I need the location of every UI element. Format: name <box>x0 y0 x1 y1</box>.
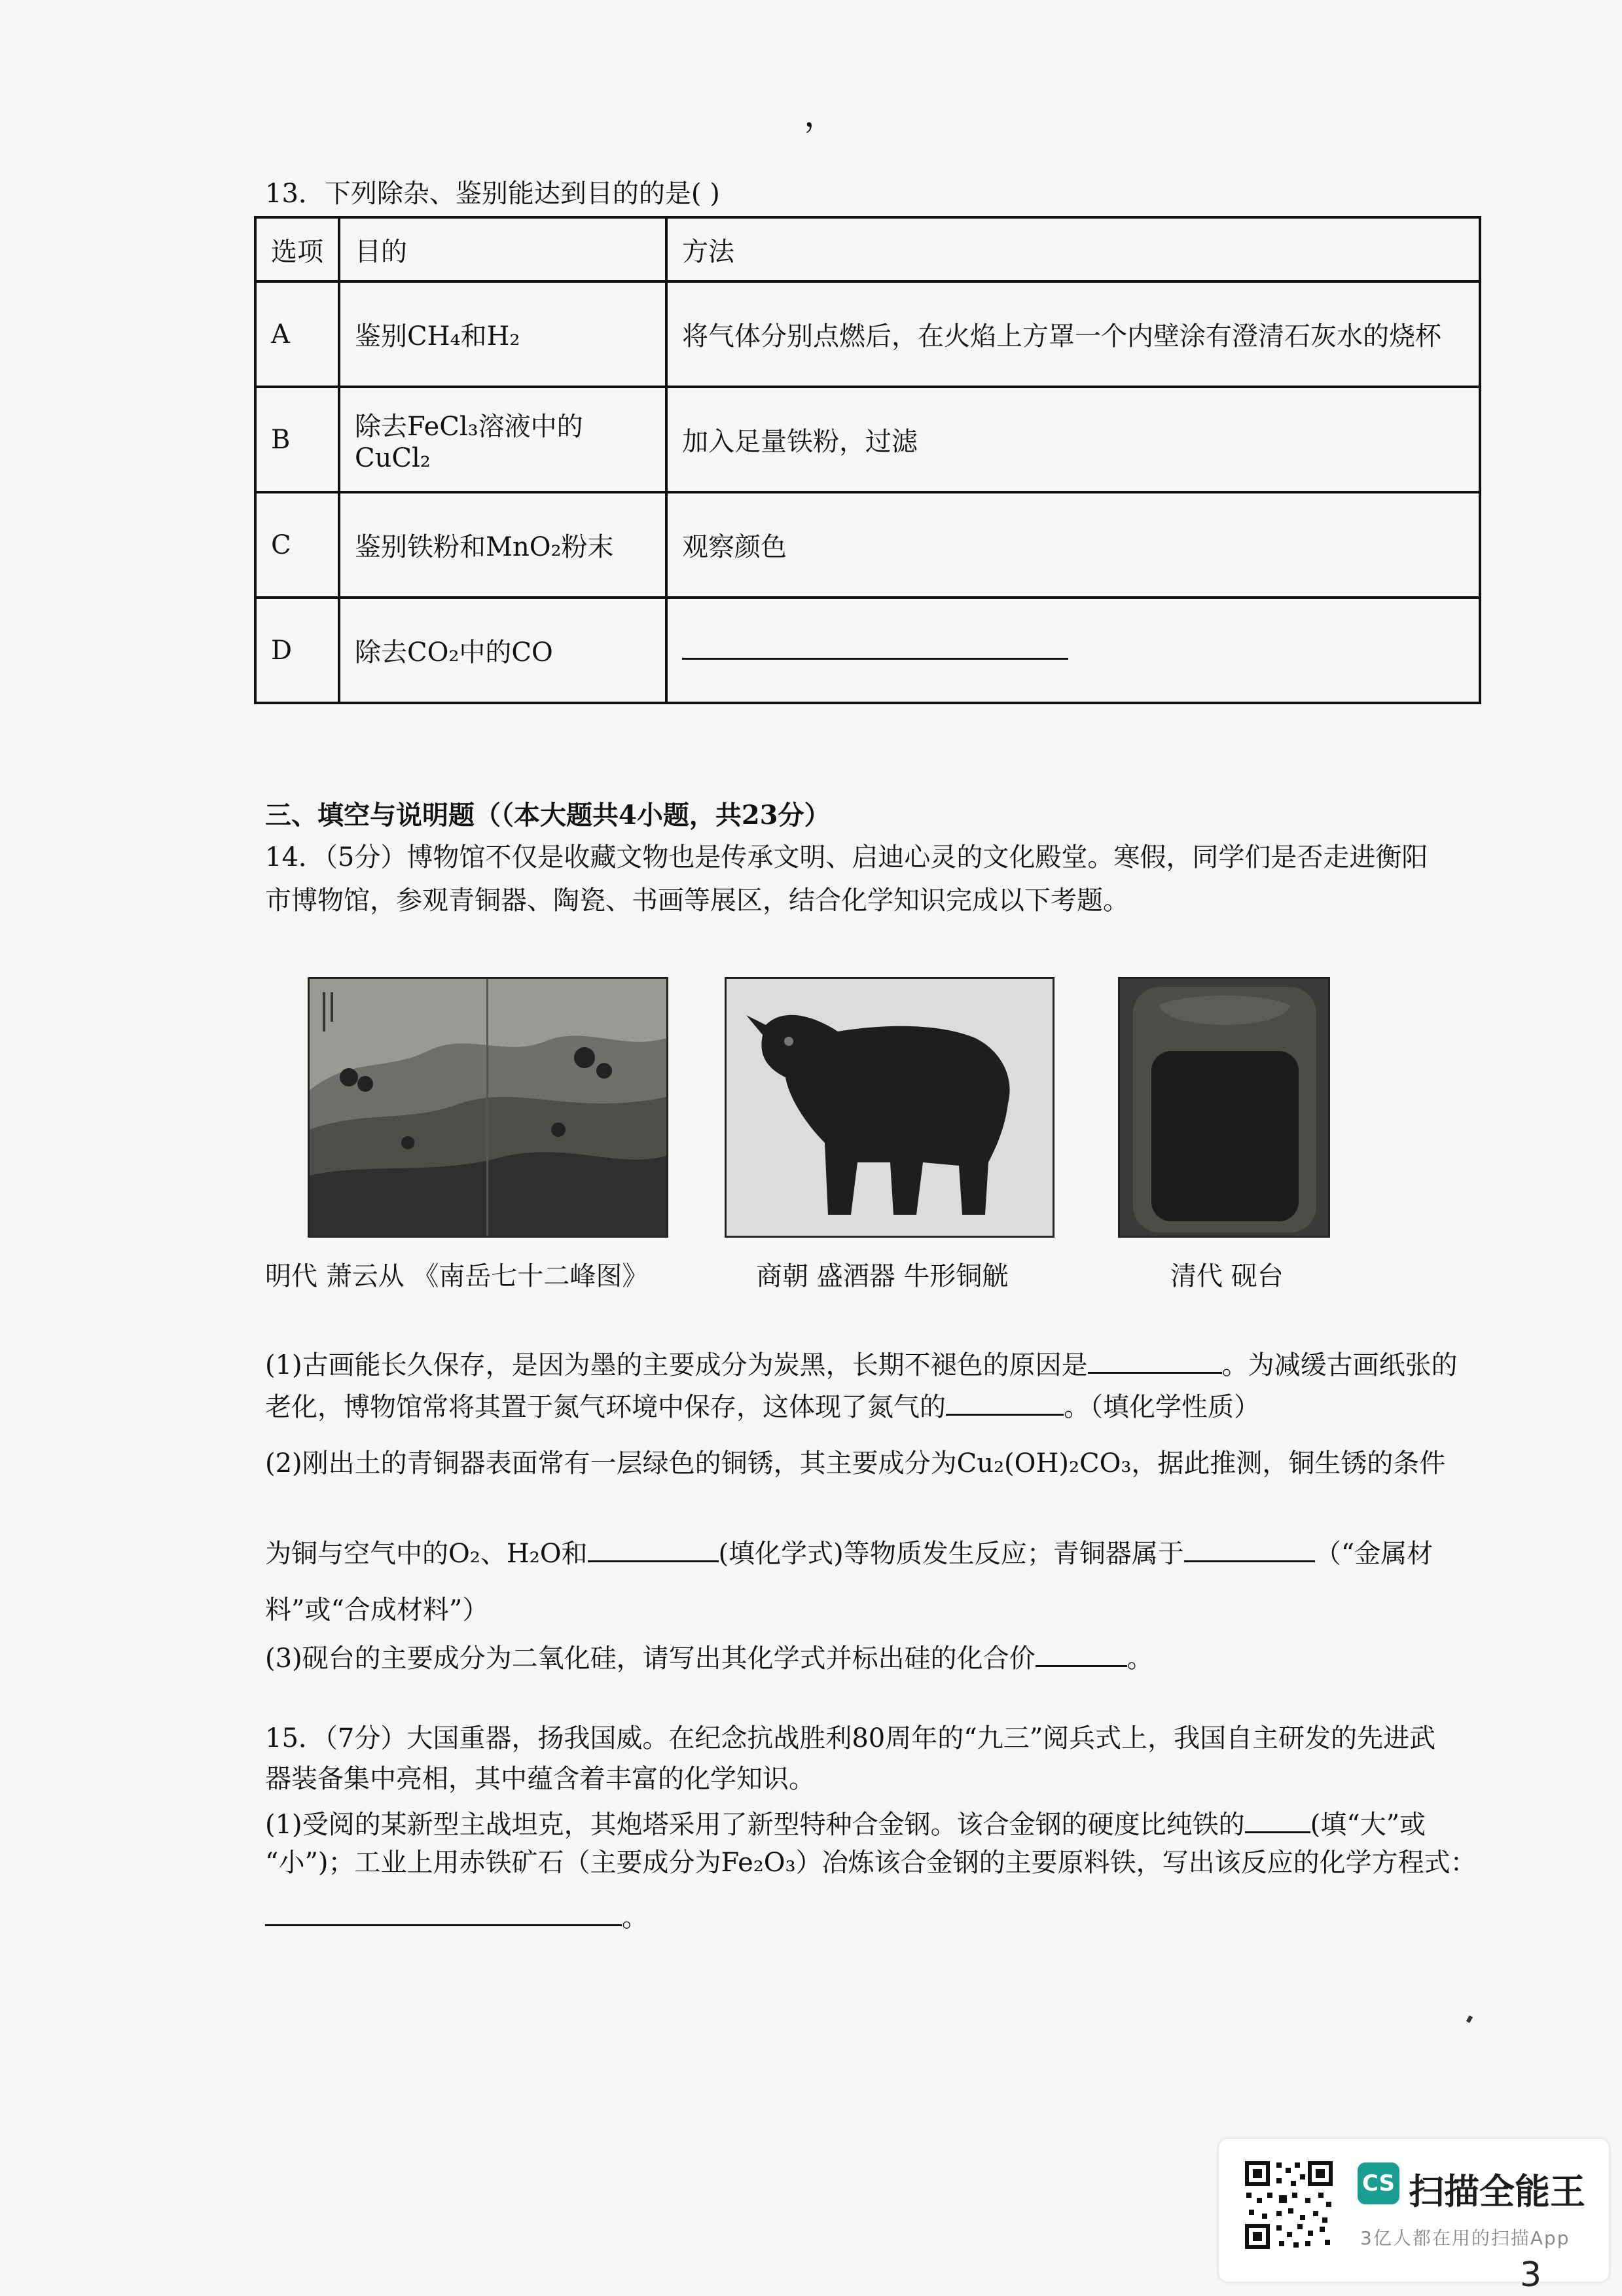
q14-intro-line1: 14．（5分）博物馆不仅是收藏文物也是传承文明、启迪心灵的文化殿堂。寒假，同学们是否走进衡阳 <box>265 842 1428 872</box>
table-row <box>255 598 1480 703</box>
q14-p2-text-c: （“金属材 <box>1314 1539 1433 1569</box>
q13-options-table <box>254 216 1481 704</box>
q15-part1-line2: “小”)；工业上用赤铁矿石（主要成分为Fe₂O₃）冶炼该合金钢的主要原料铁，写出该反应的化学方程式： <box>265 1848 1477 1878</box>
answer-blank <box>1036 1641 1127 1667</box>
q14-p2-text-a: 为铜与空气中的O₂、H₂O和 <box>265 1539 588 1569</box>
caption-bronze: 商朝 盛酒器 牛形铜觥 <box>756 1261 1009 1291</box>
q15-line1: 15．（7分）大国重器，扬我国威。在纪念抗战胜利80周年的“九三”阅兵式上，我国自主研发的先进武 <box>265 1723 1436 1753</box>
cs-logo-icon: CS <box>1358 2162 1399 2204</box>
answer-blank <box>1245 1808 1310 1833</box>
q14-p1-text-d: 。（填化学性质） <box>1064 1392 1260 1422</box>
q14-p2-text-b: (填化学式)等物质发生反应；青铜器属于 <box>718 1539 1184 1569</box>
option-method-blank <box>666 598 1480 703</box>
caption-painting: 明代 萧云从 《南岳七十二峰图》 <box>265 1261 649 1291</box>
header-method: 方法 <box>666 217 1480 281</box>
q14-part3 <box>265 1641 1153 1672</box>
option-method: 将气体分别点燃后，在火焰上方罩一个内壁涂有澄清石灰水的烧杯 <box>666 281 1480 387</box>
scanner-slogan: 3亿人都在用的扫描App <box>1360 2227 1570 2249</box>
option-label: A <box>255 281 339 387</box>
option-label: D <box>255 598 339 703</box>
q13-stem: 13．下列除杂、鉴别能达到目的的是( ) <box>265 179 720 209</box>
table-header-row <box>255 217 1480 281</box>
q14-p3-text-b: 。 <box>1126 1643 1153 1674</box>
answer-blank <box>1184 1537 1315 1562</box>
option-purpose: 除去CO₂中的CO <box>339 598 666 703</box>
option-label: B <box>255 387 339 492</box>
option-method: 加入足量铁粉，过滤 <box>666 387 1480 492</box>
scanner-watermark <box>1219 2139 1609 2282</box>
table-row <box>255 281 1480 387</box>
q14-intro-line2: 市博物馆，参观青铜器、陶瓷、书画等展区，结合化学知识完成以下考题。 <box>265 886 1129 916</box>
q14-part1-line1 <box>265 1348 1458 1378</box>
option-label: C <box>255 492 339 598</box>
answer-blank <box>265 1901 622 1926</box>
inkstone-image <box>1118 977 1330 1238</box>
option-purpose: 除去FeCl₃溶液中的CuCl₂ <box>339 387 666 492</box>
q14-p1-text-a: (1)古画能长久保存，是因为墨的主要成分为炭黑，长期不褪色的原因是 <box>265 1350 1088 1380</box>
option-purpose: 鉴别CH₄和H₂ <box>339 281 666 387</box>
q15-line2: 器装备集中亮相，其中蕴含着丰富的化学知识。 <box>265 1764 815 1794</box>
option-method: 观察颜色 <box>666 492 1480 598</box>
q14-p1-text-b: 。为减缓古画纸张的 <box>1221 1350 1458 1380</box>
scanner-brand: 扫描全能王 <box>1409 2171 1585 2212</box>
top-mark: ， <box>804 96 838 135</box>
qr-code-icon <box>1242 2159 1335 2251</box>
header-purpose: 目的 <box>339 217 666 281</box>
q14-part1-line2 <box>265 1390 1260 1420</box>
q15-p1-text-b: (填“大”或 <box>1310 1810 1426 1840</box>
answer-blank <box>588 1537 719 1562</box>
q14-p3-text-a: (3)砚台的主要成分为二氧化硅，请写出其化学式并标出硅的化合价 <box>265 1643 1036 1674</box>
page-number: 3 <box>1520 2255 1542 2295</box>
q14-part2-line3: 料”或“合成材料”） <box>265 1595 489 1625</box>
answer-blank <box>682 634 1068 660</box>
option-purpose: 鉴别铁粉和MnO₂粉末 <box>339 492 666 598</box>
answer-blank <box>946 1390 1064 1416</box>
bronze-ox-vessel-image <box>725 977 1054 1238</box>
q15-part1-line3 <box>265 1901 648 1931</box>
table-row <box>255 387 1480 492</box>
q14-part2-line1: (2)刚出土的青铜器表面常有一层绿色的铜锈，其主要成分为Cu₂(OH)₂CO₃，据此推测，铜生锈的条件 <box>265 1448 1446 1479</box>
caption-inkstone: 清代 砚台 <box>1170 1261 1284 1291</box>
landscape-painting-image <box>308 977 668 1238</box>
answer-blank <box>1088 1348 1222 1374</box>
q15-p1-text-a: (1)受阅的某新型主战坦克，其炮塔采用了新型特种合金钢。该合金钢的硬度比纯铁的 <box>265 1810 1245 1840</box>
q15-p1-text-end: 。 <box>622 1903 648 1933</box>
q14-part2-line2 <box>265 1537 1433 1567</box>
stray-mark <box>1466 2015 1473 2023</box>
table-row <box>255 492 1480 598</box>
q15-part1-line1 <box>265 1808 1426 1838</box>
q14-p1-text-c: 老化，博物馆常将其置于氮气环境中保存，这体现了氮气的 <box>265 1392 946 1422</box>
section-title: 三、填空与说明题（（本大题共4小题，共23分） <box>265 800 831 831</box>
header-option: 选项 <box>255 217 339 281</box>
